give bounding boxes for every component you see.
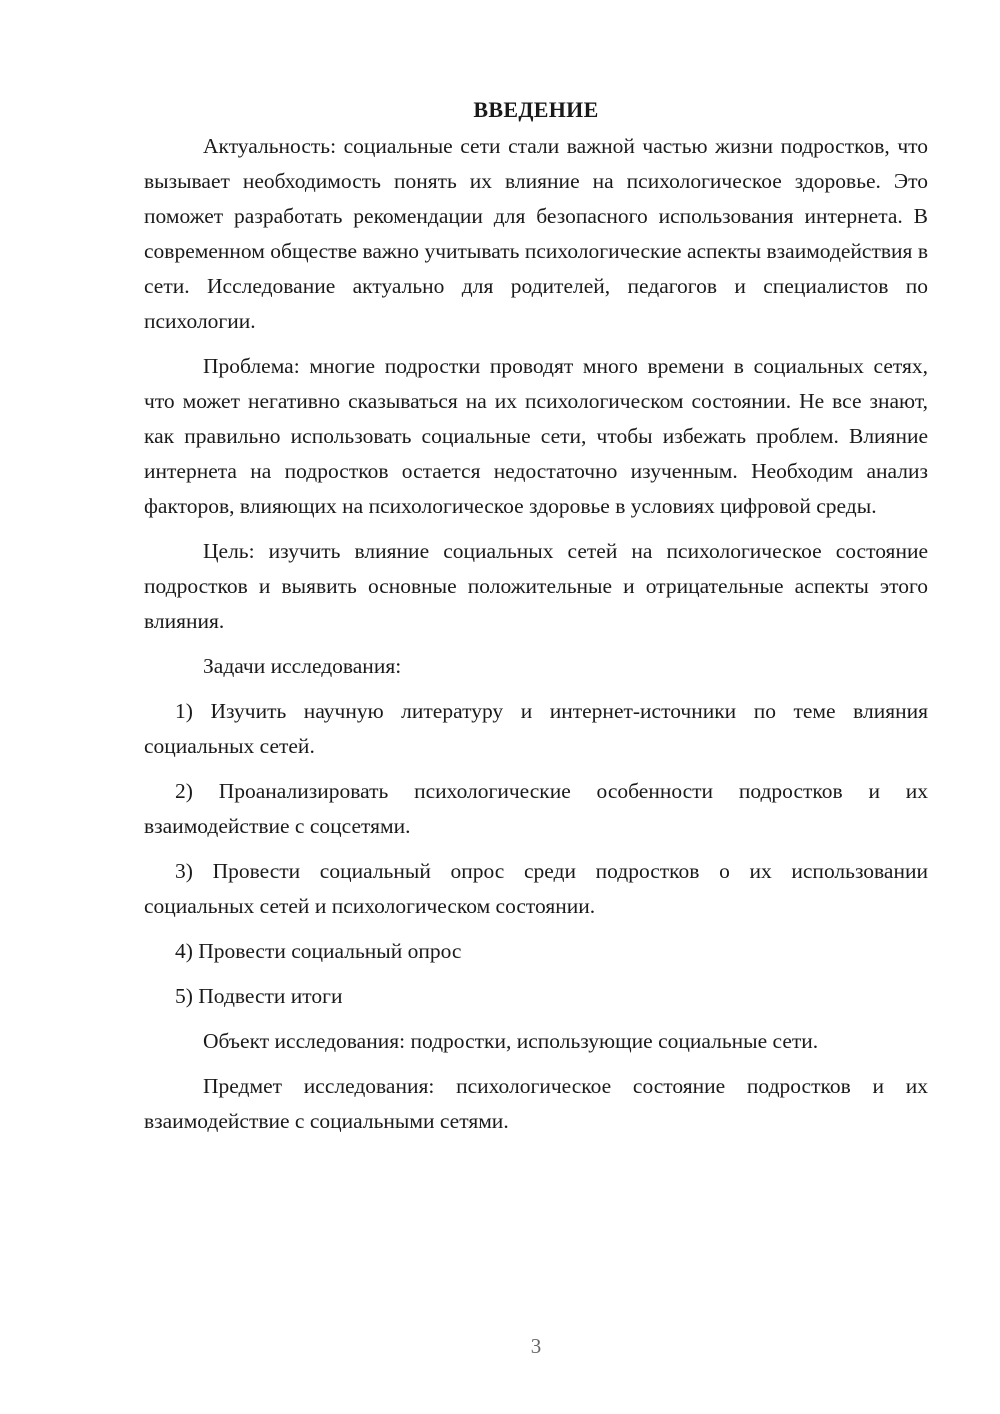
document-page — [144, 92, 928, 1149]
task-item: 5) Подвести итоги — [175, 984, 343, 1008]
goal-paragraph: Цель: изучить влияние социальных сетей на психологическое состояние подростков и выявить основные положительные и отрицательные аспекты этого влияния. — [144, 539, 928, 633]
relevance-paragraph: Актуальность: социальные сети стали важной частью жизни подростков, что вызывает необходимость понять их влияние на психологическое здоровье. Это поможет разработать рекомендации для безопасного использования интернета. В современном обществе важно учитывать психологические аспекты взаимодействия в сети. Исследование актуально для родителей, педагогов и специалистов по психологии. — [144, 134, 928, 333]
task-item: 3) Провести социальный опрос среди подростков о их использовании социальных сетей и психологическом состоянии. — [144, 859, 928, 918]
object-paragraph: Объект исследования: подростки, использующие социальные сети. — [203, 1029, 819, 1053]
task-item: 4) Провести социальный опрос — [175, 939, 462, 963]
subject-paragraph: Предмет исследования: психологическое состояние подростков и их взаимодействие с социальными сетями. — [144, 1074, 928, 1133]
page-number: 3 — [530, 1334, 542, 1358]
tasks-list — [144, 694, 928, 1014]
tasks-heading: Задачи исследования: — [203, 654, 402, 678]
task-item: 1) Изучить научную литературу и интернет-источники по теме влияния социальных сетей. — [144, 699, 928, 758]
problem-paragraph: Проблема: многие подростки проводят много времени в социальных сетях, что может негативно сказываться на их психологическом состоянии. Не все знают, как правильно использовать социальные сети, чтобы избежать проблем. Влияние интернета на подростков остается недостаточно изученным. Необходим анализ факторов, влияющих на психологическое здоровье в условиях цифровой среды. — [144, 354, 928, 518]
page-title: ВВЕДЕНИЕ — [473, 97, 599, 122]
task-item: 2) Проанализировать психологические особенности подростков и их взаимодействие с соцсетями. — [144, 779, 928, 838]
